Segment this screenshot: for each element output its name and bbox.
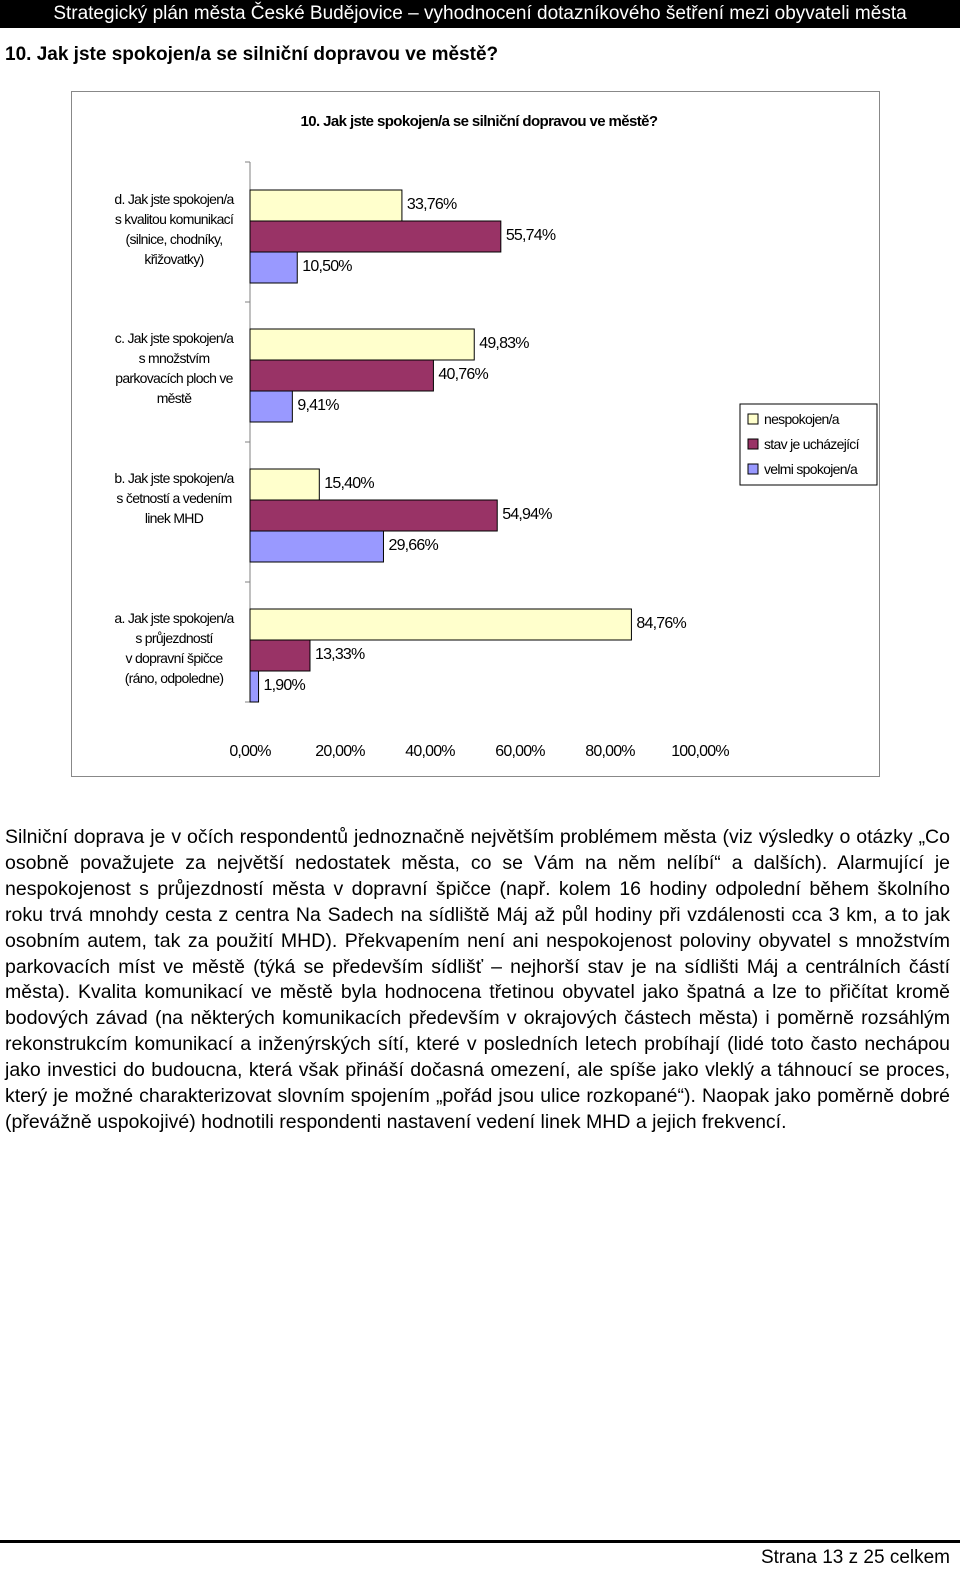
bar-stav je ucházející <box>250 500 497 531</box>
category-label: s kvalitou komunikací <box>114 211 234 227</box>
category-label: a. Jak jste spokojen/a <box>114 610 234 626</box>
x-tick-label-0: 0,00% <box>229 743 271 760</box>
data-label: 9,41% <box>297 397 339 414</box>
legend-swatch-1 <box>748 439 758 449</box>
bar-stav je ucházející <box>250 221 501 252</box>
bar-nespokojen/a <box>250 329 474 360</box>
category-label: s množstvím <box>138 350 210 366</box>
category-label: v dopravní špičce <box>125 650 223 666</box>
data-label: 33,76% <box>406 196 457 213</box>
data-label: 29,66% <box>388 537 438 554</box>
category-label: parkovacích ploch ve <box>115 370 233 386</box>
chart-title: 10. Jak jste spokojen/a se silniční dopravou ve městě? <box>300 113 658 130</box>
category-label: městě <box>156 390 192 406</box>
category-label: c. Jak jste spokojen/a <box>114 330 234 346</box>
bar-nespokojen/a <box>250 190 402 221</box>
footer-rule <box>0 1540 960 1543</box>
category-label: (ráno, odpoledne) <box>124 670 224 686</box>
x-tick-label-4: 80,00% <box>585 743 635 760</box>
bar-nespokojen/a <box>250 469 319 500</box>
x-tick-label-3: 60,00% <box>495 743 545 760</box>
chart-frame <box>71 91 880 777</box>
page-number: Strana 13 z 25 celkem <box>760 1547 950 1568</box>
data-label: 54,94% <box>502 506 552 523</box>
x-tick-label-2: 40,00% <box>405 743 455 760</box>
bar-velmi spokojen/a <box>250 531 383 562</box>
category-label: s četností a vedením <box>116 490 232 506</box>
document-header: Strategický plán města České Budějovice – vyhodnocení dotazníkového šetření mezi obyvateli města <box>0 0 960 28</box>
data-label: 55,74% <box>505 227 556 244</box>
legend-swatch-2 <box>748 464 758 474</box>
category-label: křižovatky) <box>144 251 204 267</box>
body-paragraph: Silniční doprava je v očích respondentů jednoznačně největším problémem města (viz výsledky o otázky „Co osobně považujete za největší nedostatek města, co se Vám na něm nelíbí“ a dalších). Alarmující je nespokojenost s průjezdností města v dopravní špičce (např. kolem 16 hodiny odpolední během školního roku trvá mnohdy cesta z centra Na Sadech na sídliště Máj až půl hodiny při vzdálenosti cca 3 km, a to jak osobním autem, tak za použití MHD). Překvapením není ani nespokojenost poloviny obyvatel s množstvím parkovacích míst ve městě (týká se především sídlišť – nejhorší stav je na sídlišti Máj a centrálních částí města). Kvalita komunikací ve městě byla hodnocena třetinou obyvatel jako špatná a lze to přičítat kromě bodových závad (na některých komunikacích především v okrajových částech města) i poměrně rozsáhlým rekonstrukcím komunikací a inženýrských sítí, které v posledních letech probíhají (lidé toto často nechápou jako investici do budoucna, která však přináší dočasná omezení, ale spíše jako vleklý a táhnoucí se proces, který je možné charakterizovat slovním spojením „pořád jsou ulice rozkopané“). Naopak jako poměrně dobré (převážně uspokojivé) hodnotili respondenti nastavení vedení linek MHD a jejich frekvencí. <box>5 826 950 1133</box>
category-label: b. Jak jste spokojen/a <box>114 470 234 486</box>
section-title: 10. Jak jste spokojen/a se silniční dopravou ve městě? <box>5 44 499 65</box>
x-tick-label-1: 20,00% <box>315 743 365 760</box>
category-label: d. Jak jste spokojen/a <box>114 191 234 207</box>
data-label: 49,83% <box>479 335 529 352</box>
legend-swatch-0 <box>748 414 758 424</box>
legend-label-0: nespokojen/a <box>764 411 839 427</box>
category-label: (silnice, chodníky, <box>125 231 223 247</box>
bar-stav je ucházející <box>250 360 433 391</box>
data-label: 13,33% <box>314 646 365 663</box>
data-label: 1,90% <box>263 677 305 694</box>
category-label: linek MHD <box>144 510 204 526</box>
bar-velmi spokojen/a <box>250 671 259 702</box>
chart <box>72 92 879 776</box>
legend-label-2: velmi spokojen/a <box>764 461 858 477</box>
data-label: 10,50% <box>302 258 352 275</box>
data-label: 15,40% <box>324 475 374 492</box>
bar-stav je ucházející <box>250 640 310 671</box>
bar-velmi spokojen/a <box>250 252 297 283</box>
data-label: 40,76% <box>438 366 488 383</box>
x-tick-label-5: 100,00% <box>671 743 729 760</box>
data-label: 84,76% <box>636 615 686 632</box>
bar-nespokojen/a <box>250 609 631 640</box>
legend-label-1: stav je ucházející <box>764 436 859 452</box>
category-label: s průjezdností <box>135 630 213 646</box>
bar-velmi spokojen/a <box>250 391 292 422</box>
